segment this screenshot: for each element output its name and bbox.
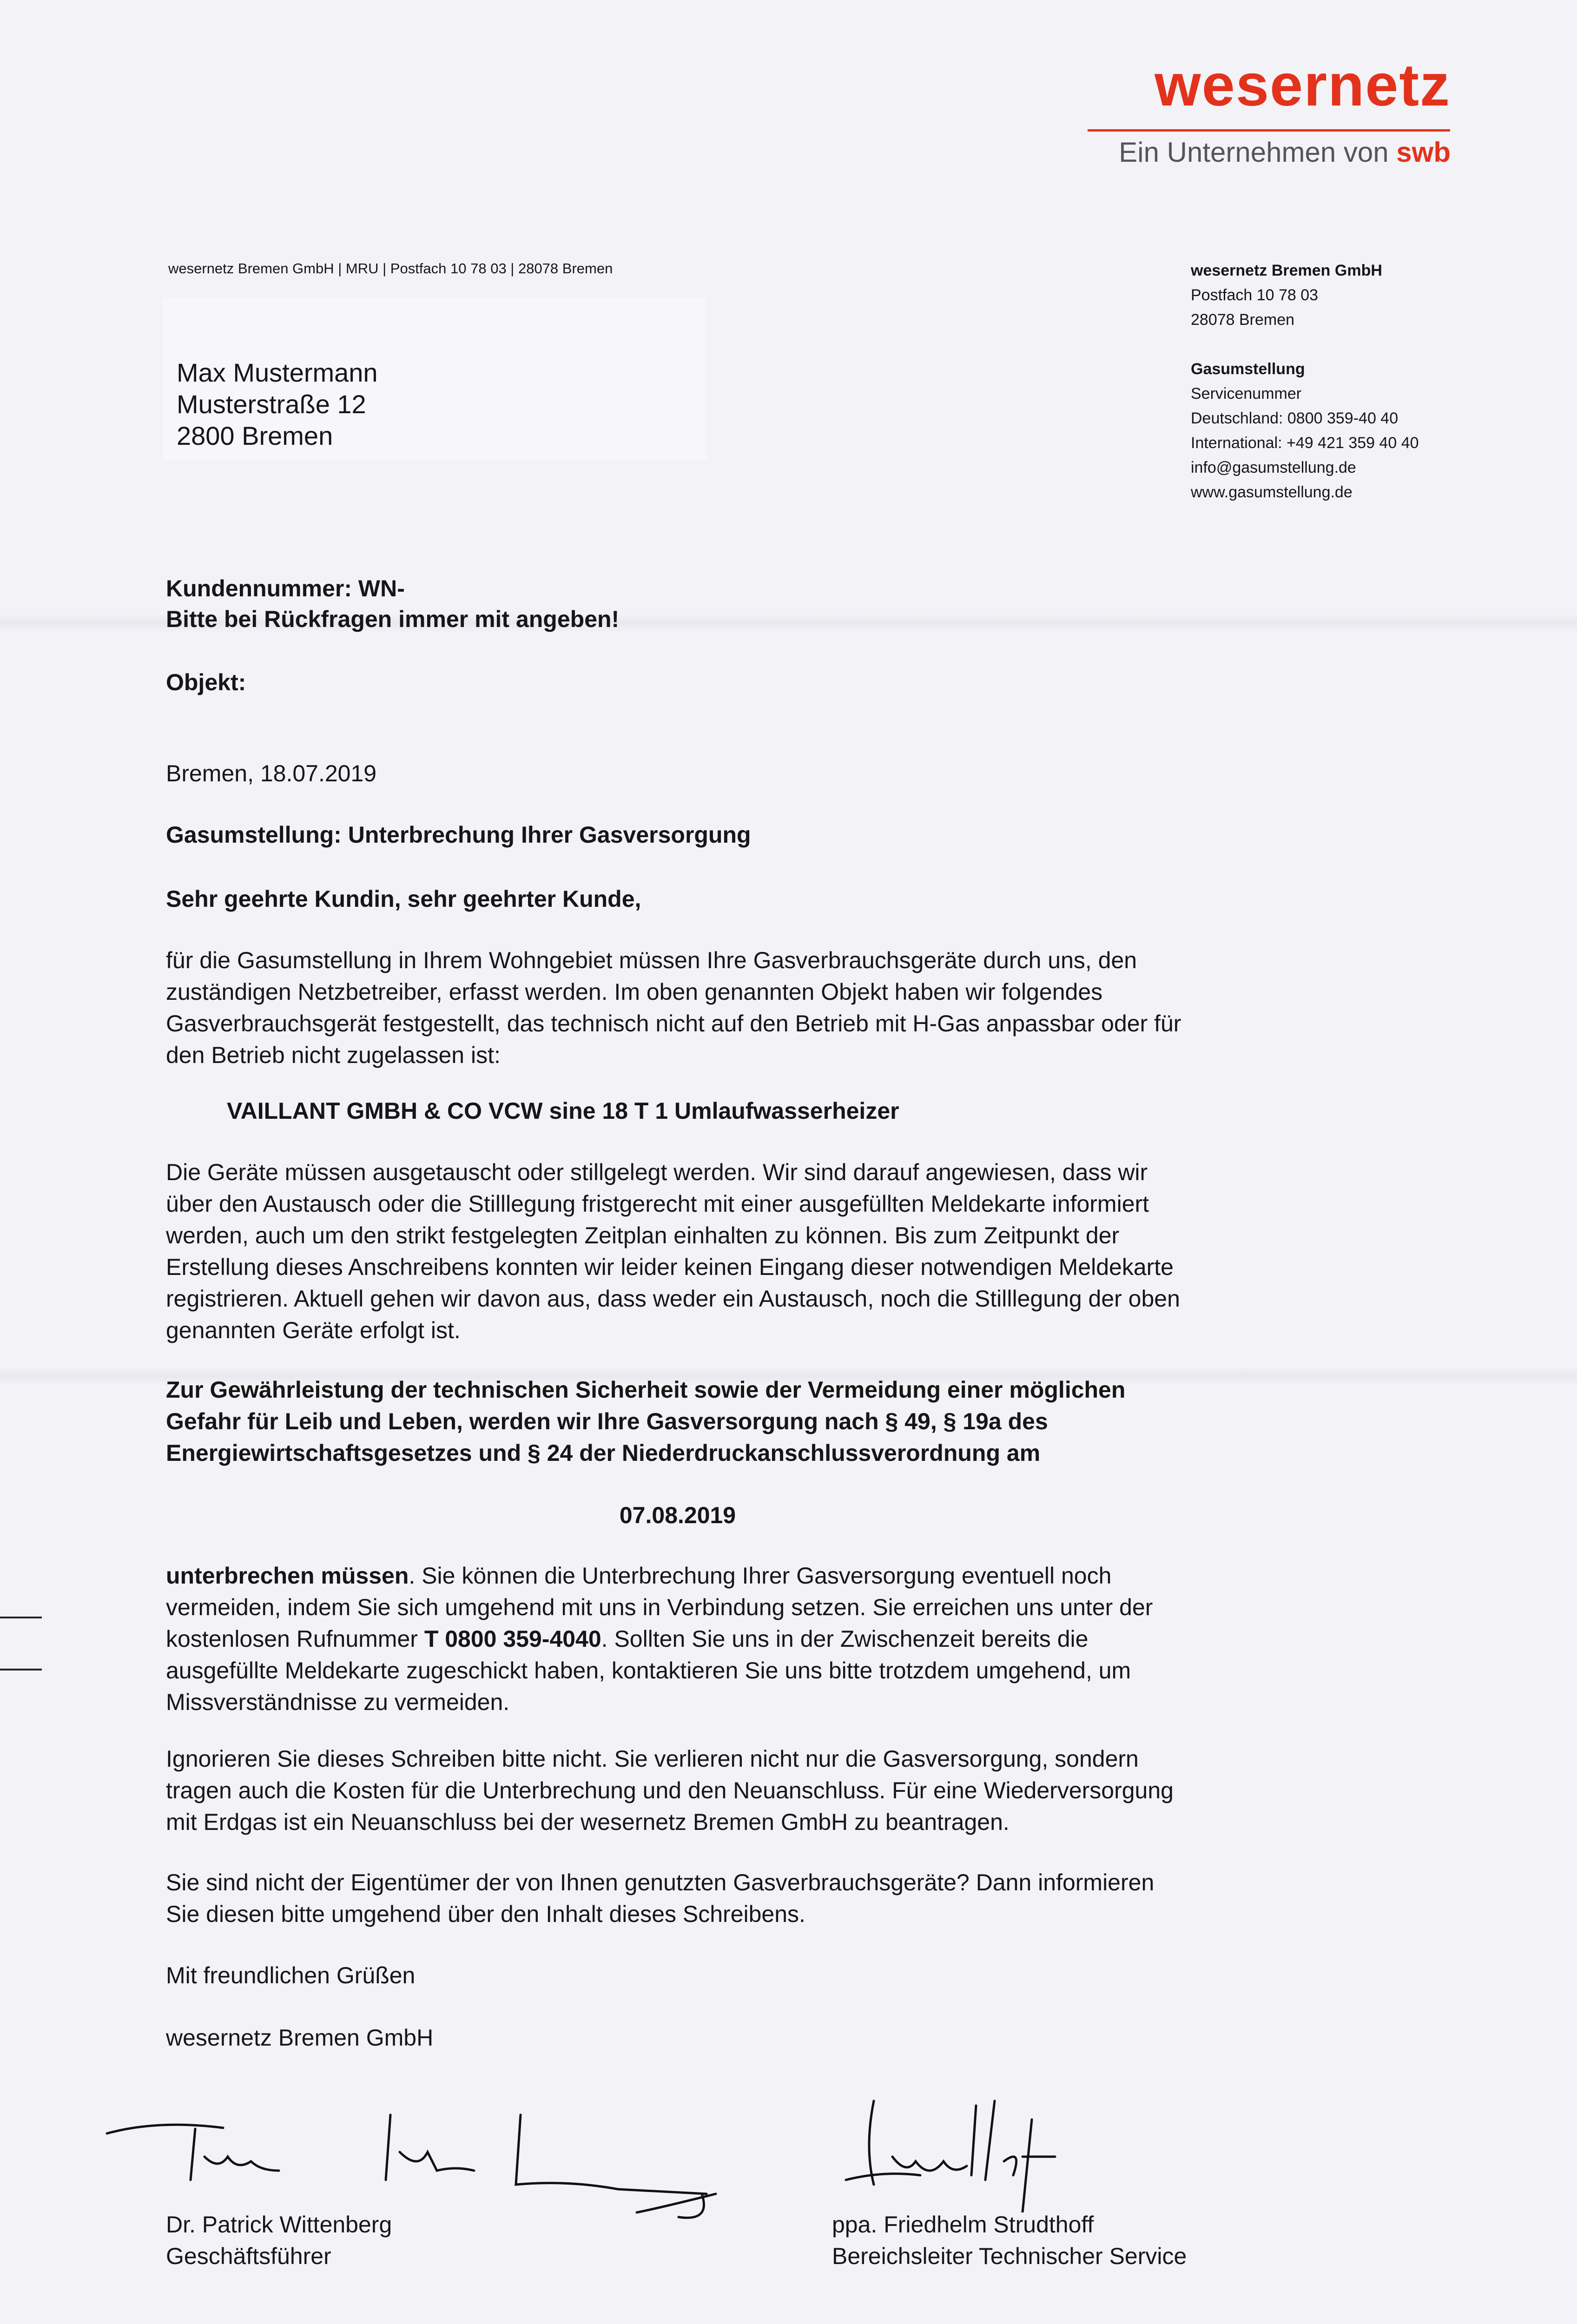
sender-department: Gasumstellung — [1191, 360, 1305, 378]
bold-text: unterbrechen müssen — [166, 1563, 409, 1589]
object-label: Objekt: — [166, 669, 246, 695]
recipient-city: 2800 Bremen — [177, 421, 333, 450]
text-line — [166, 1623, 1153, 1655]
subject: Gasumstellung: Unterbrechung Ihrer Gasversorgung — [166, 822, 751, 848]
logo-tagline — [1119, 139, 1451, 166]
text-line: genannten Geräte erfolgt ist. — [166, 1317, 461, 1343]
fold-mark — [0, 1617, 42, 1618]
recipient-street: Musterstraße 12 — [177, 390, 366, 419]
signatory-title: Geschäftsführer — [166, 2243, 331, 2269]
paragraph-2 — [166, 1156, 1180, 1346]
sender-city: 28078 Bremen — [1191, 311, 1295, 329]
web-link[interactable]: www.gasumstellung.de — [1191, 483, 1353, 501]
signature-wittenberg — [102, 2101, 762, 2222]
text-line: über den Austausch oder die Stilllegung fristgerecht mit einer ausgefüllten Meldekarte informiert — [166, 1191, 1149, 1217]
text-line: Ignorieren Sie dieses Schreiben bitte nicht. Sie verlieren nicht nur die Gasversorgung, sondern — [166, 1746, 1139, 1772]
service-label: Servicenummer — [1191, 385, 1302, 403]
warning-paragraph — [166, 1374, 1125, 1469]
company-logo: wesernetz — [1155, 52, 1451, 119]
paragraph-5 — [166, 1867, 1154, 1930]
text-line: ausgefüllte Meldekarte zugeschickt haben, kontaktieren Sie uns bitte trotzdem umgehend, um — [166, 1657, 1131, 1684]
cutoff-date: 07.08.2019 — [619, 1502, 736, 1528]
device-name: VAILLANT GMBH & CO VCW sine 18 T 1 Umlaufwasserheizer — [227, 1098, 899, 1124]
text-span: . Sollten Sie uns in der Zwischenzeit bereits die — [601, 1626, 1089, 1652]
email-link[interactable]: info@gasumstellung.de — [1191, 459, 1356, 476]
reference-note: Bitte bei Rückfragen immer mit angeben! — [166, 606, 620, 632]
date-line: Bremen, 18.07.2019 — [166, 760, 377, 786]
return-address: wesernetz Bremen GmbH | MRU | Postfach 10 78 03 | 28078 Bremen — [168, 260, 613, 277]
text-line: Erstellung dieses Anschreibens konnten wir leider keinen Eingang dieser notwendigen Meldekarte — [166, 1254, 1174, 1280]
text-line: Zur Gewährleistung der technischen Sicherheit sowie der Vermeidung einer möglichen — [166, 1377, 1126, 1403]
text-line: den Betrieb nicht zugelassen ist: — [166, 1042, 501, 1068]
phone-de: Deutschland: 0800 359-40 40 — [1191, 409, 1399, 427]
signatory-1 — [166, 2209, 392, 2272]
signatory-name: ppa. Friedhelm Strudthoff — [832, 2212, 1094, 2238]
logo-rule — [1088, 129, 1450, 132]
fold-mark — [0, 1669, 42, 1670]
phone-number: T 0800 359-4040 — [424, 1626, 601, 1652]
signature-strudthoff — [837, 2092, 1097, 2212]
closing: Mit freundlichen Grüßen — [166, 1962, 416, 1988]
text-span: . Sie können die Unterbrechung Ihrer Gasversorgung eventuell noch — [409, 1563, 1112, 1589]
signatory-2 — [832, 2209, 1187, 2272]
sender-info — [1191, 258, 1419, 505]
text-span: kostenlosen Rufnummer — [166, 1626, 424, 1652]
sender-company: wesernetz Bremen GmbH — [1191, 262, 1382, 279]
signatory-title: Bereichsleiter Technischer Service — [832, 2243, 1187, 2269]
paragraph-1 — [166, 944, 1181, 1071]
recipient-address — [177, 357, 378, 452]
signatory-name: Dr. Patrick Wittenberg — [166, 2212, 392, 2238]
text-line: Energiewirtschaftsgesetzes und § 24 der Niederdruckanschlussverordnung am — [166, 1440, 1041, 1466]
phone-intl: International: +49 421 359 40 40 — [1191, 434, 1419, 452]
closing-company: wesernetz Bremen GmbH — [166, 2025, 434, 2051]
text-line: Missverständnisse zu vermeiden. — [166, 1689, 510, 1715]
text-line: tragen auch die Kosten für die Unterbrechung und den Neuanschluss. Für eine Wiederversorgung — [166, 1777, 1174, 1803]
text-line: Die Geräte müssen ausgetauscht oder stillgelegt werden. Wir sind darauf angewiesen, dass wir — [166, 1159, 1148, 1185]
text-line: werden, auch um den strikt festgelegten Zeitplan einhalten zu können. Bis zum Zeitpunkt der — [166, 1222, 1120, 1248]
salutation: Sehr geehrte Kundin, sehr geehrter Kunde, — [166, 886, 641, 912]
recipient-name: Max Mustermann — [177, 358, 378, 387]
text-line: Gasverbrauchsgerät festgestellt, das technisch nicht auf den Betrieb mit H-Gas anpassbar oder für — [166, 1010, 1181, 1037]
text-line: vermeiden, indem Sie sich umgehend mit uns in Verbindung setzen. Sie erreichen uns unter der — [166, 1594, 1153, 1620]
text-line — [166, 1560, 1153, 1591]
text-line: Gefahr für Leib und Leben, werden wir Ihre Gasversorgung nach § 49, § 19a des — [166, 1408, 1048, 1434]
text-line: registrieren. Aktuell gehen wir davon aus, dass weder ein Austausch, noch die Stilllegung der oben — [166, 1286, 1180, 1312]
sender-postbox: Postfach 10 78 03 — [1191, 286, 1319, 304]
customer-number: Kundennummer: WN- — [166, 575, 405, 601]
text-line: zuständigen Netzbetreiber, erfasst werden. Im oben genannten Objekt haben wir folgendes — [166, 979, 1103, 1005]
paragraph-3 — [166, 1560, 1153, 1718]
text-line: für die Gasumstellung in Ihrem Wohngebiet müssen Ihre Gasverbrauchsgeräte durch uns, den — [166, 947, 1137, 973]
tagline-text: Ein Unternehmen von — [1119, 137, 1389, 168]
text-line: Sie diesen bitte umgehend über den Inhalt dieses Schreibens. — [166, 1901, 805, 1927]
text-line: Sie sind nicht der Eigentümer der von Ihnen genutzten Gasverbrauchsgeräte? Dann informieren — [166, 1869, 1155, 1895]
tagline-brand: swb — [1396, 137, 1451, 168]
paragraph-4 — [166, 1743, 1174, 1838]
text-line: mit Erdgas ist ein Neuanschluss bei der wesernetz Bremen GmbH zu beantragen. — [166, 1809, 1010, 1835]
